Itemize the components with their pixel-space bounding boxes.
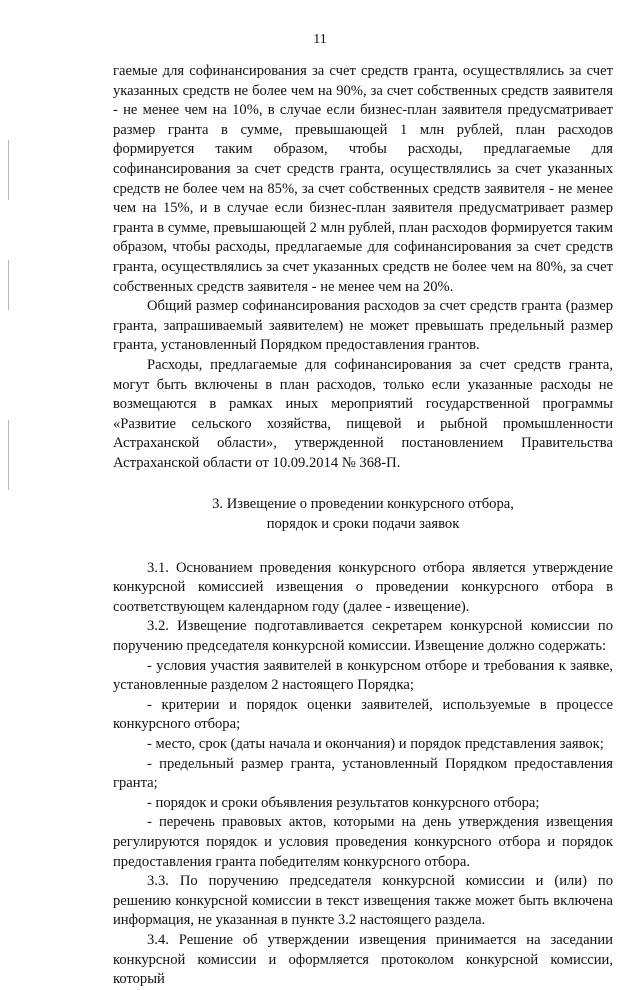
document-body — [113, 62, 613, 990]
page-number: 11 — [313, 32, 327, 47]
list-item: - условия участия заявителей в конкурсном отборе и требования к заявке, установленные разделом 2 настоящего Порядка; — [113, 657, 613, 694]
section-heading-line-1: 3. Извещение о проведении конкурсного отбора, — [212, 496, 514, 513]
paragraph-expenses: Расходы, предлагаемые для софинансирования за счет средств гранта, могут быть включены в план расходов, только если указанные расходы не возмещаются в рамках иных мероприятий государственной программы «Развитие сельского хозяйства, пищевой и рыбной промышленности Астраханской области», утвержденной постановлением Правительства Астраханской области от 10.09.2014 № 368-П. — [113, 356, 613, 471]
clause-3-2: 3.2. Извещение подготавливается секретарем конкурсной комиссии по поручению председателя конкурсной комиссии. Извещение должно содержать: — [113, 618, 613, 655]
paragraph-cofinancing-limit: Общий размер софинансирования расходов за счет средств гранта (размер гранта, запрашиваемый заявителем) не может превышать предельный размер гранта, установленный Порядком предоставления грантов. — [113, 298, 613, 354]
list-item: - предельный размер гранта, установленный Порядком предоставления гранта; — [113, 755, 613, 792]
paragraph-continuation: гаемые для софинансирования за счет средств гранта, осуществлялись за счет указанных средств не более чем на 90%, за счет собственных средств заявителя - не менее чем на 10%, в случае если бизнес-план заявителя предусматривает размер гранта в сумме, превышающей 1 млн рублей, план расходов формируется таким образом, чтобы расходы, предлагаемые для софинансирования за счет средств гранта, осуществлялись за счет указанных средств не более чем на 85%, за счет собственных средств заявителя - не менее чем на 15%, и в случае если бизнес-план заявителя предусматривает размер гранта в сумме, превышающей 2 млн рублей, план расходов формируется таким образом, чтобы расходы, предлагаемые для софинансирования за счет средств гранта, осуществлялись за счет указанных средств не более чем на 80%, за счет собственных средств заявителя - не менее чем на 20%. — [113, 63, 613, 295]
clause-3-3: 3.3. По поручению председателя конкурсной комиссии и (или) по решению конкурсной комиссии в текст извещения также может быть включена информация, не указанная в пункте 3.2 настоящего раздела. — [113, 873, 613, 929]
list-item: - критерии и порядок оценки заявителей, используемые в процессе конкурсного отбора; — [113, 696, 613, 733]
section-heading-line-2: порядок и сроки подачи заявок — [266, 516, 460, 533]
scan-edge-mark — [8, 140, 9, 200]
clause-3-4: 3.4. Решение об утверждении извещения принимается на заседании конкурсной комиссии и оформляется протоколом конкурсной комиссии, который — [113, 931, 613, 988]
clause-3-1: 3.1. Основанием проведения конкурсного отбора является утверждение конкурсной комиссией извещения о проведении конкурсного отбора в соответствующем календарном году (далее - извещение). — [113, 559, 613, 615]
section-heading — [113, 495, 613, 534]
scan-edge-mark — [8, 420, 9, 490]
list-item: - место, срок (даты начала и окончания) и порядок представления заявок; — [147, 736, 604, 752]
list-item: - перечень правовых актов, которыми на день утверждения извещения регулируются порядок и условия проведения конкурсного отбора и порядок предоставления гранта победителям конкурсного отбора. — [113, 814, 613, 870]
scan-edge-mark — [8, 260, 9, 310]
list-item: - порядок и сроки объявления результатов конкурсного отбора; — [147, 794, 540, 811]
